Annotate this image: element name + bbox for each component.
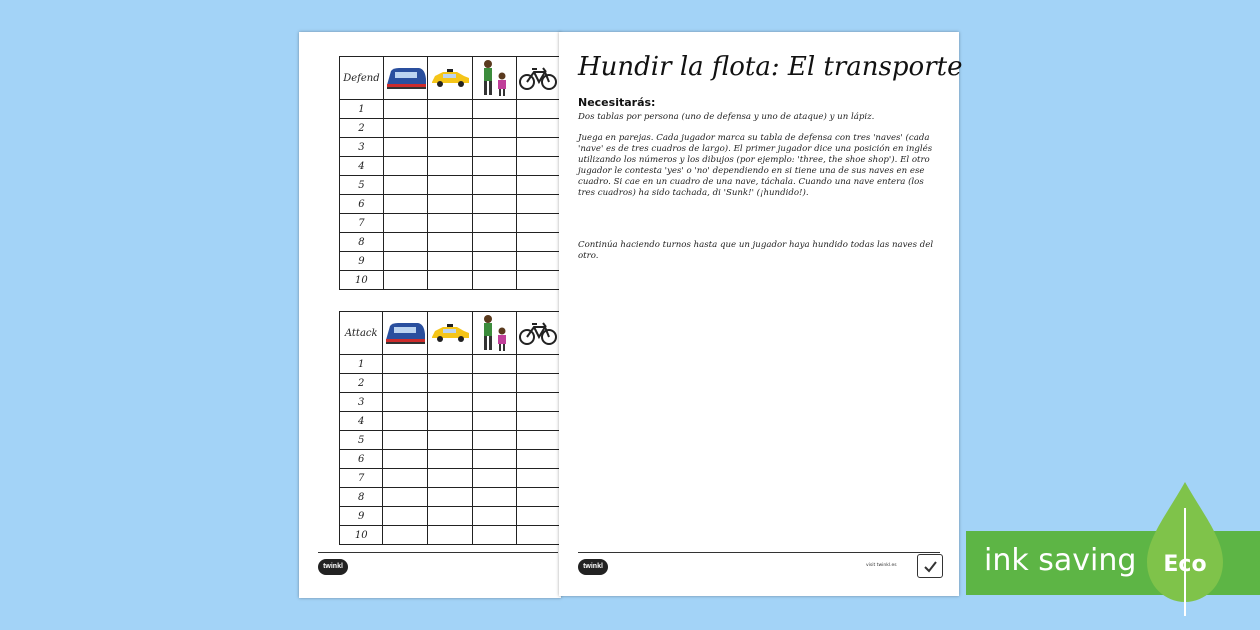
grid-cell[interactable]	[428, 195, 473, 214]
family-walking-icon	[472, 312, 516, 355]
grid-row	[340, 100, 561, 119]
grid-cell[interactable]	[473, 252, 516, 271]
grid-row	[340, 119, 561, 138]
grid-cell[interactable]	[428, 374, 473, 393]
footer-divider	[318, 552, 558, 553]
row-number: 9	[340, 252, 384, 271]
grid-cell[interactable]	[383, 526, 428, 545]
footer-divider	[578, 552, 940, 553]
row-number: 5	[340, 431, 383, 450]
grid-row	[340, 488, 561, 507]
grid-row	[340, 214, 561, 233]
grid-row	[340, 507, 561, 526]
row-number: 10	[340, 526, 383, 545]
grid-cell[interactable]	[383, 214, 428, 233]
grid-cell[interactable]	[473, 119, 516, 138]
grid-cell[interactable]	[383, 374, 428, 393]
row-number: 8	[340, 233, 384, 252]
grid-cell[interactable]	[472, 431, 516, 450]
grid-cell[interactable]	[383, 252, 428, 271]
grid-cell[interactable]	[428, 100, 473, 119]
ink-saving-label: ink saving	[984, 543, 1137, 578]
row-number: 3	[340, 138, 384, 157]
grid-cell[interactable]	[516, 507, 560, 526]
grid-cell[interactable]	[472, 526, 516, 545]
grid-cell[interactable]	[472, 450, 516, 469]
grid-cell[interactable]	[428, 252, 473, 271]
grid-cell[interactable]	[516, 374, 560, 393]
defend-attack-grid-sheet	[299, 32, 561, 598]
grid-cell[interactable]	[428, 271, 473, 290]
grid-row	[340, 412, 561, 431]
grid-cell[interactable]	[516, 138, 560, 157]
grid-cell[interactable]	[473, 195, 516, 214]
row-number: 3	[340, 393, 383, 412]
row-number: 1	[340, 100, 384, 119]
grid-cell[interactable]	[428, 119, 473, 138]
grid-row	[340, 176, 561, 195]
attack-grid	[339, 311, 561, 545]
grid-cell[interactable]	[383, 431, 428, 450]
grid-row	[340, 431, 561, 450]
row-number: 6	[340, 450, 383, 469]
row-number: 4	[340, 157, 384, 176]
grid-cell[interactable]	[383, 233, 428, 252]
page-title: Hundir la flota: El transporte	[578, 52, 963, 82]
continue-text: Continúa haciendo turnos hasta que un jugador haya hundido todas las naves del otro.	[578, 240, 934, 261]
train-icon	[383, 57, 428, 100]
grid-cell[interactable]	[383, 271, 428, 290]
row-number: 7	[340, 214, 384, 233]
grid-cell[interactable]	[383, 138, 428, 157]
grid-cell[interactable]	[473, 138, 516, 157]
grid-cell[interactable]	[516, 431, 560, 450]
grid-cell[interactable]	[472, 355, 516, 374]
row-number: 2	[340, 119, 384, 138]
grid-row	[340, 355, 561, 374]
grid-cell[interactable]	[383, 119, 428, 138]
eco-badge-text: Eco	[1163, 552, 1207, 577]
grid-cell[interactable]	[428, 526, 473, 545]
train-icon	[383, 312, 428, 355]
grid-cell[interactable]	[516, 488, 560, 507]
grid-cell[interactable]	[473, 271, 516, 290]
grid-cell[interactable]	[383, 100, 428, 119]
grid-cell[interactable]	[472, 412, 516, 431]
visit-link[interactable]: visit twinkl.es	[866, 563, 897, 568]
row-number: 2	[340, 374, 383, 393]
grid-cell[interactable]	[473, 157, 516, 176]
grid-cell[interactable]	[516, 469, 560, 488]
row-number: 10	[340, 271, 384, 290]
grid-cell[interactable]	[383, 507, 428, 526]
bicycle-icon	[516, 312, 560, 355]
grid-cell[interactable]	[383, 450, 428, 469]
needs-text: Dos tablas por persona (uno de defensa y uno de ataque) y un lápiz.	[578, 112, 875, 122]
twinkl-logo: twinkl	[318, 559, 348, 575]
defend-grid	[339, 56, 561, 290]
defend-label: Defend	[340, 57, 384, 100]
taxi-icon	[428, 57, 473, 100]
grid-cell[interactable]	[473, 214, 516, 233]
grid-cell[interactable]	[516, 176, 560, 195]
bicycle-icon	[516, 57, 560, 100]
grid-row	[340, 233, 561, 252]
grid-cell[interactable]	[473, 176, 516, 195]
grid-cell[interactable]	[428, 488, 473, 507]
attack-label: Attack	[340, 312, 383, 355]
grid-cell[interactable]	[472, 469, 516, 488]
row-number: 7	[340, 469, 383, 488]
grid-cell[interactable]	[516, 119, 560, 138]
grid-row	[340, 138, 561, 157]
eco-leaf-icon	[1145, 478, 1225, 618]
twinkl-logo: twinkl	[578, 559, 608, 575]
instructions-sheet	[559, 32, 963, 596]
row-number: 5	[340, 176, 384, 195]
grid-cell[interactable]	[516, 393, 560, 412]
row-number: 8	[340, 488, 383, 507]
grid-cell[interactable]	[428, 412, 473, 431]
grid-cell[interactable]	[383, 469, 428, 488]
grid-cell[interactable]	[383, 488, 428, 507]
grid-cell[interactable]	[516, 355, 560, 374]
grid-cell[interactable]	[383, 412, 428, 431]
grid-row	[340, 374, 561, 393]
grid-cell[interactable]	[516, 195, 560, 214]
grid-cell[interactable]	[516, 157, 560, 176]
grid-row	[340, 450, 561, 469]
grid-cell[interactable]	[428, 431, 473, 450]
row-number: 4	[340, 412, 383, 431]
grid-cell[interactable]	[383, 195, 428, 214]
grid-row	[340, 195, 561, 214]
grid-header-row	[340, 312, 561, 355]
grid-cell[interactable]	[516, 233, 560, 252]
grid-cell[interactable]	[428, 393, 473, 412]
grid-cell[interactable]	[428, 469, 473, 488]
needs-heading: Necesitarás:	[578, 96, 656, 109]
grid-cell[interactable]	[428, 176, 473, 195]
taxi-icon	[428, 312, 473, 355]
grid-cell[interactable]	[516, 252, 560, 271]
grid-cell[interactable]	[428, 450, 473, 469]
grid-cell[interactable]	[516, 214, 560, 233]
grid-cell[interactable]	[472, 488, 516, 507]
grid-cell[interactable]	[516, 412, 560, 431]
grid-cell[interactable]	[516, 450, 560, 469]
grid-cell[interactable]	[428, 157, 473, 176]
grid-row	[340, 271, 561, 290]
grid-cell[interactable]	[516, 100, 560, 119]
grid-row	[340, 469, 561, 488]
grid-row	[340, 252, 561, 271]
grid-row	[340, 526, 561, 545]
grid-cell[interactable]	[383, 355, 428, 374]
row-number: 6	[340, 195, 384, 214]
row-number: 9	[340, 507, 383, 526]
grid-cell[interactable]	[472, 393, 516, 412]
family-walking-icon	[473, 57, 516, 100]
grid-row	[340, 157, 561, 176]
grid-cell[interactable]	[383, 176, 428, 195]
grid-cell[interactable]	[516, 271, 560, 290]
grid-cell[interactable]	[472, 374, 516, 393]
grid-cell[interactable]	[428, 214, 473, 233]
grid-cell[interactable]	[383, 393, 428, 412]
grid-row	[340, 393, 561, 412]
grid-cell[interactable]	[383, 157, 428, 176]
grid-cell[interactable]	[428, 355, 473, 374]
grid-cell[interactable]	[473, 100, 516, 119]
row-number: 1	[340, 355, 383, 374]
grid-cell[interactable]	[428, 233, 473, 252]
grid-cell[interactable]	[472, 507, 516, 526]
grid-cell[interactable]	[428, 507, 473, 526]
instructions-text: Juega en parejas. Cada jugador marca su tabla de defensa con tres 'naves' (cada 'nave' es de tres cuadros de largo). El primer jugador dice una posición en inglés utilizando los números y los dibujos (por ejemplo: 'three, the shoe shop'). El otro jugador le contesta 'yes' o 'no' dependiendo en si tiene una de sus naves en ese cuadro. Si cae en un cuadro de una nave, táchala. Cuando una nave entera (los tres cuadros) ha sido tachada, di 'Sunk!' (¡hundido!).	[578, 133, 933, 198]
grid-header-row	[340, 57, 561, 100]
grid-cell[interactable]	[428, 138, 473, 157]
grid-cell[interactable]	[516, 526, 560, 545]
quality-badge-icon	[917, 554, 943, 578]
grid-cell[interactable]	[473, 233, 516, 252]
